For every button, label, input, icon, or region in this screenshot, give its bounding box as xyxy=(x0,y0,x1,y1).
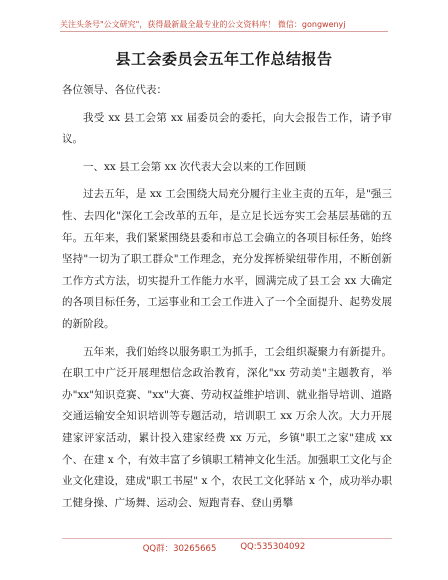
paragraph-review: 过去五年，是 xx 工会围绕大局充分履行主业主责的五年，是"强三性、去四化"深化工会改革的五年，是立足长远夯实工会基层基础的五年。五年来，我们紧紧围绕县委和市总工会确立的各项目标任务，始终坚持"一切为了职工群众"工作理念，充分发挥桥梁纽带作用，不断创新工作方式方法，切实提升工作能力水平，圆满完成了县工会 xx 大确定的各项目标任务，工运事业和工会工作进入了一个全面提升、起势发展的新阶段。 xyxy=(62,188,392,330)
paragraph-intro: 我受 xx 县工会第 xx 届委员会的委托，向大会报告工作，请予审议。 xyxy=(62,111,392,146)
salutation: 各位领导、各位代表： xyxy=(62,84,167,96)
document-title: 县工会委员会五年工作总结报告 xyxy=(115,50,333,68)
footer-divider xyxy=(62,538,392,539)
paragraph-service: 五年来，我们始终以服务职工为抓手，工会组织凝聚力有新提升。在职工中广泛开展理想信念政治教育，深化"xx 劳动美"主题教育，举办"xx"知识竞赛、"xx"大赛、劳动权益维护培训、就业指导培训、道路交通运输安全知识培训等专题活动，培训职工 xx 万余人次。大力开展建家评家活动，累计投入建家经费 xx 万元，乡镇"职工之家"建成 xx 个、在建 x 个，有效丰富了乡镇职工精神文化生活。加强职工文化与企业文化建设，建成"职工书屋" x 个，农民工文化驿站 x 个，成功举办职工健身操、广场舞、运动会、短跑青春、登山勇攀 xyxy=(62,345,392,509)
banner-text: 关注头条号"公文研究"，获得最新最全最专业的公文资料库！ 微信：gongwenyj xyxy=(60,20,346,29)
footer xyxy=(0,542,448,556)
footer-qq-group: QQ群：30265665 xyxy=(142,544,217,554)
section-heading: 一、xx 县工会第 xx 次代表大会以来的工作回顾 xyxy=(83,160,306,173)
footer-qq: QQ:535304092 xyxy=(240,542,306,552)
top-banner xyxy=(60,20,388,32)
document-body xyxy=(62,80,392,514)
